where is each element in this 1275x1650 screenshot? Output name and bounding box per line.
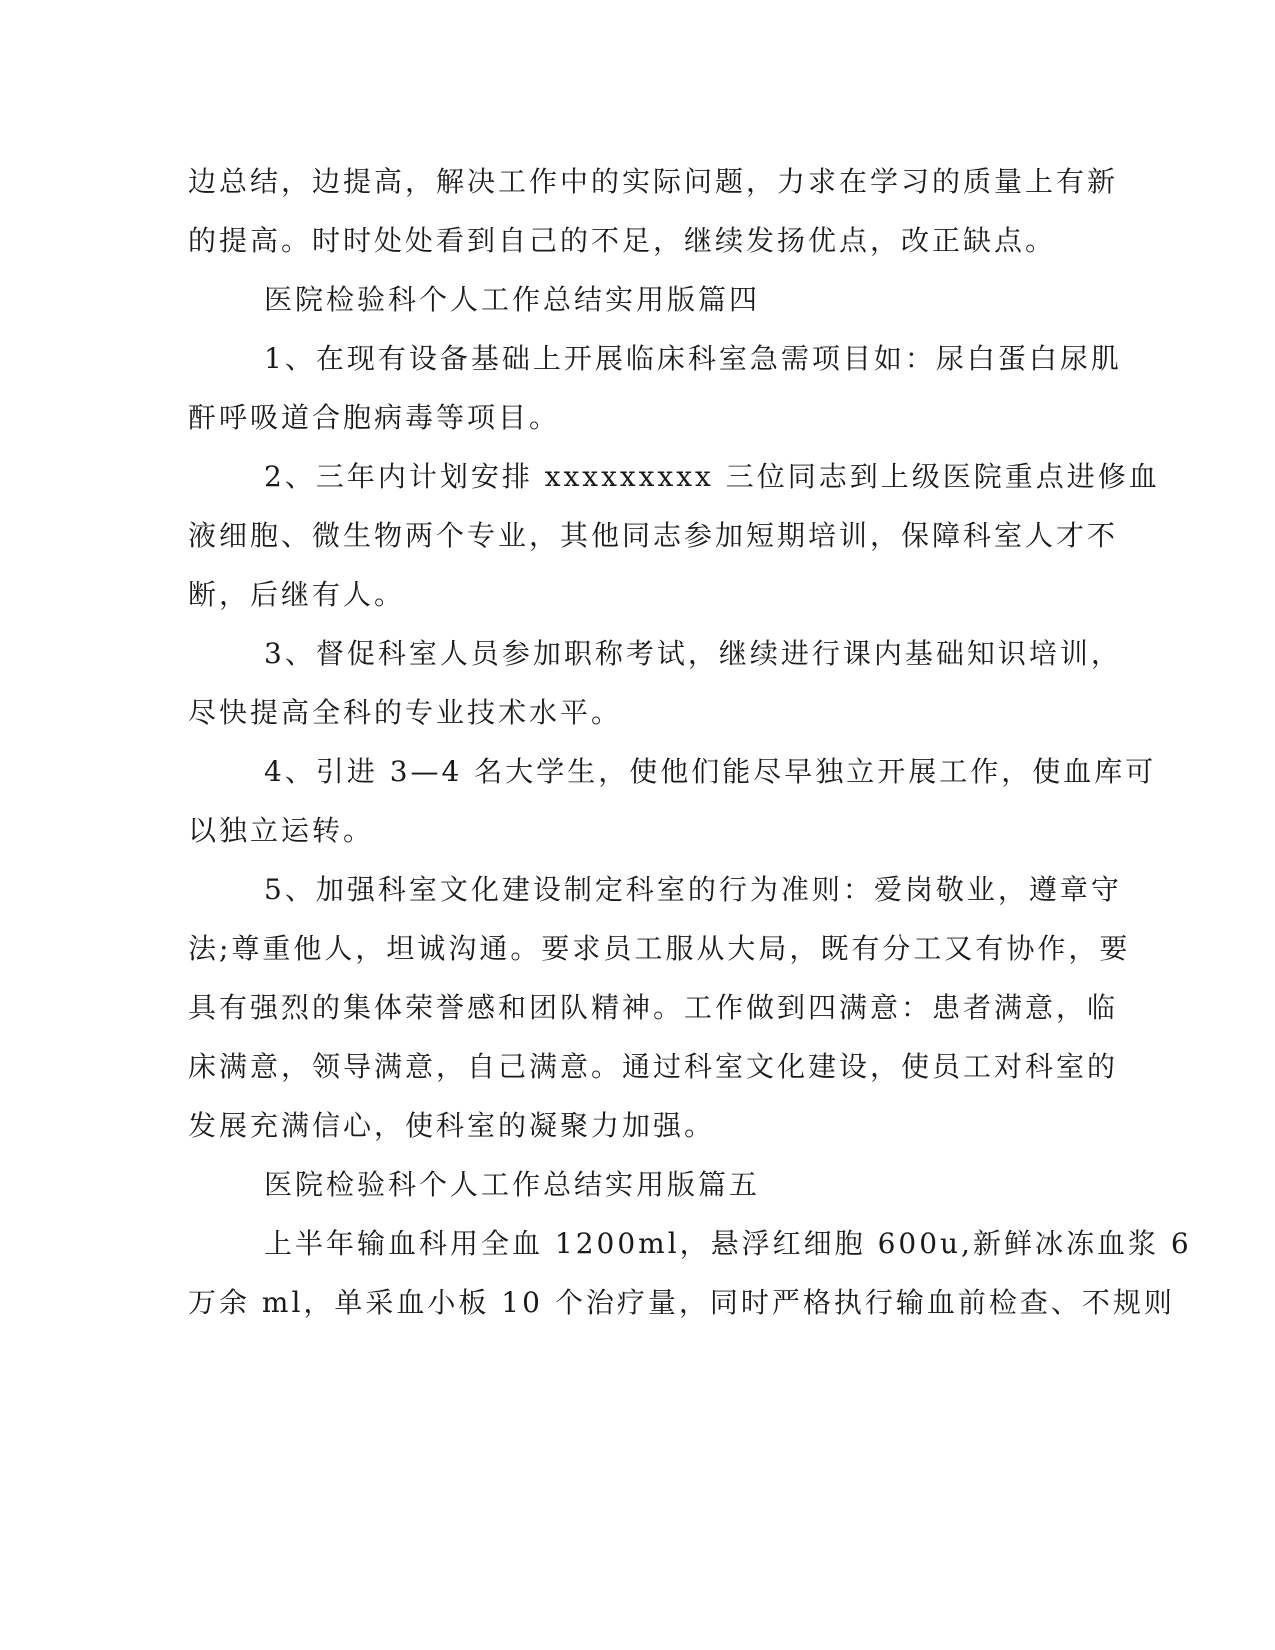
- text-line: 发展充满信心，使科室的凝聚力加强。: [188, 1109, 716, 1142]
- text-line: 具有强烈的集体荣誉感和团队精神。工作做到四满意：患者满意，临: [188, 991, 1119, 1024]
- text-line: 1、在现有设备基础上开展临床科室急需项目如：尿白蛋白尿肌: [264, 342, 1122, 375]
- text-line: 4、引进 3—4 名大学生，使他们能尽早独立开展工作，使血库可: [264, 755, 1157, 788]
- text-line: 酐呼吸道合胞病毒等项目。: [188, 401, 561, 434]
- section-heading: 医院检验科个人工作总结实用版篇四: [264, 283, 761, 316]
- text-line: 5、加强科室文化建设制定科室的行为准则：爱岗敬业，遵章守: [264, 873, 1122, 906]
- text-line: 的提高。时时处处看到自己的不足，继续发扬优点，改正缺点。: [188, 224, 1057, 257]
- section-heading: 医院检验科个人工作总结实用版篇五: [264, 1168, 761, 1201]
- text-line: 上半年输血科用全血 1200ml，悬浮红细胞 600u,新鲜冰冻血浆 6: [264, 1227, 1192, 1260]
- text-line: 液细胞、微生物两个专业，其他同志参加短期培训，保障科室人才不: [188, 519, 1119, 552]
- text-line: 床满意，领导满意，自己满意。通过科室文化建设，使员工对科室的: [188, 1050, 1119, 1083]
- text-line: 2、三年内计划安排 xxxxxxxxx 三位同志到上级医院重点进修血: [264, 460, 1160, 493]
- text-line: 3、督促科室人员参加职称考试，继续进行课内基础知识培训，: [264, 637, 1122, 670]
- text-line: 万余 ml，单采血小板 10 个治疗量，同时严格执行输血前检查、不规则: [188, 1286, 1175, 1319]
- text-line: 以独立运转。: [188, 814, 375, 847]
- text-line: 尽快提高全科的专业技术水平。: [188, 696, 623, 729]
- text-line: 边总结，边提高，解决工作中的实际问题，力求在学习的质量上有新: [188, 165, 1119, 198]
- text-line: 断，后继有人。: [188, 578, 406, 611]
- text-line: 法;尊重他人，坦诚沟通。要求员工服从大局，既有分工又有协作，要: [188, 932, 1131, 965]
